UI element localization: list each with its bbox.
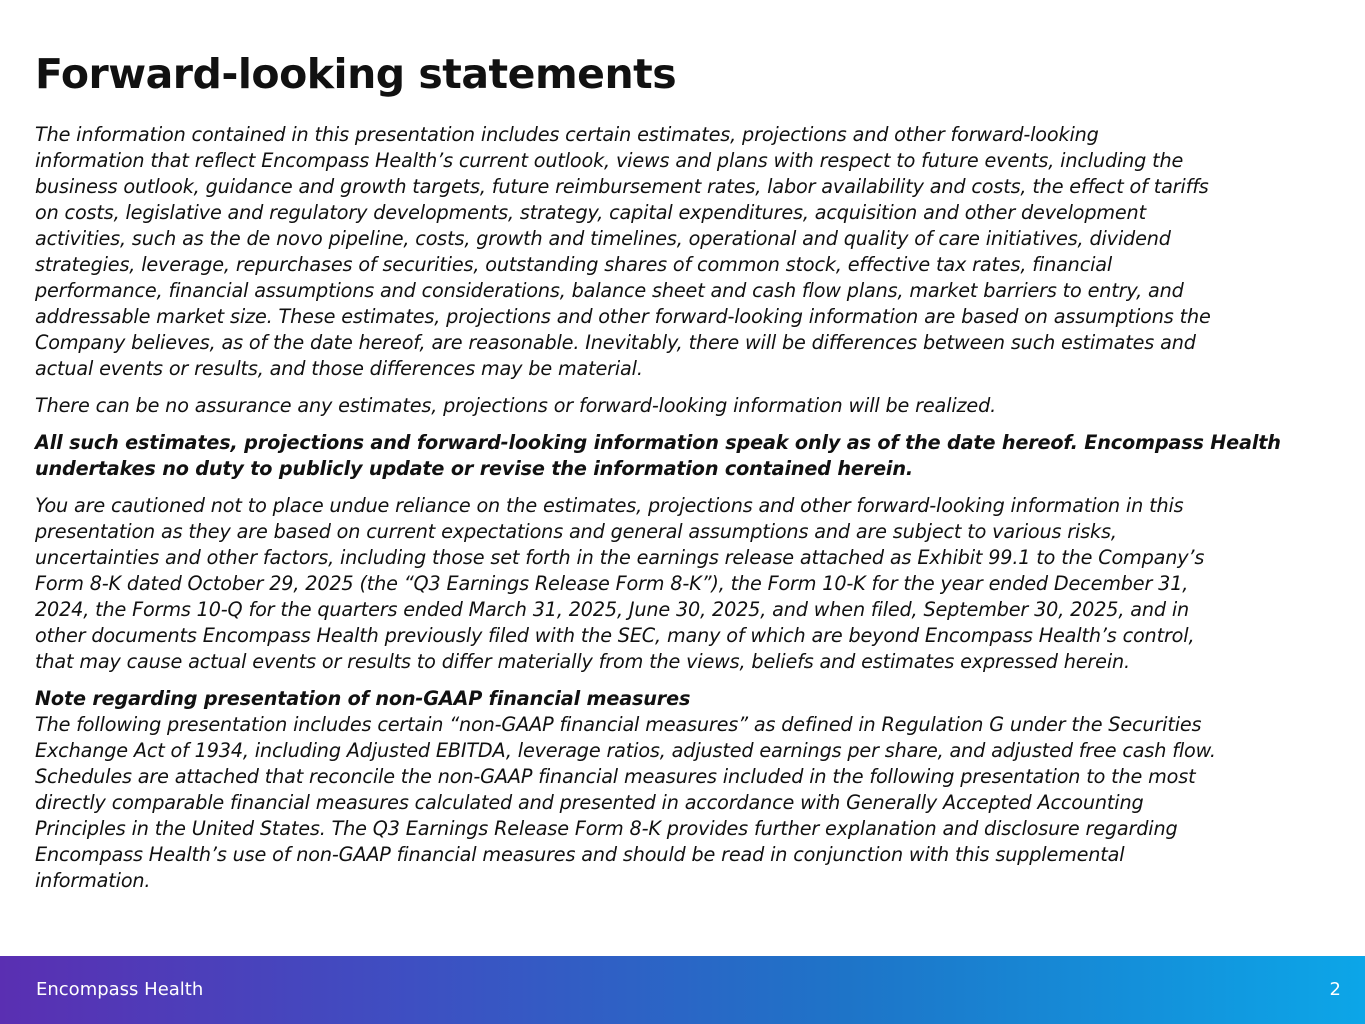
non-gaap-paragraph xyxy=(35,686,1335,894)
footer-brand: Encompass Health xyxy=(36,979,204,1000)
non-gaap-line: directly comparable financial measures calculated and presented in accordance with Generally Accepted Accounting xyxy=(35,791,1144,814)
bold-notice-line: undertakes no duty to publicly update or revise the information contained herein. xyxy=(35,457,914,480)
caution-line: other documents Encompass Health previously filed with the SEC, many of which are beyond Encompass Health’s control, xyxy=(35,624,1195,647)
assurance-line: There can be no assurance any estimates, projections or forward-looking information will be realized. xyxy=(35,394,997,417)
caution-line: uncertainties and other factors, including those set forth in the earnings release attached as Exhibit 99.1 to the Company’s xyxy=(35,546,1205,569)
non-gaap-line: The following presentation includes certain “non-GAAP financial measures” as defined in Regulation G under the Securities xyxy=(35,713,1202,736)
intro-line: strategies, leverage, repurchases of securities, outstanding shares of common stock, effective tax rates, financial xyxy=(35,253,1113,276)
non-gaap-line: Principles in the United States. The Q3 Earnings Release Form 8-K provides further explanation and disclosure regarding xyxy=(35,817,1178,840)
non-gaap-line: Exchange Act of 1934, including Adjusted EBITDA, leverage ratios, adjusted earnings per share, and adjusted free cash flow. xyxy=(35,739,1216,762)
caution-line: presentation as they are based on current expectations and general assumptions and are subject to various risks, xyxy=(35,520,1117,543)
intro-line: Company believes, as of the date hereof, are reasonable. Inevitably, there will be differences between such estimates and xyxy=(35,331,1196,354)
non-gaap-line: information. xyxy=(35,869,151,892)
caution-line: Form 8-K dated October 29, 2025 (the “Q3 Earnings Release Form 8-K”), the Form 10-K for the year ended December 31, xyxy=(35,572,1189,595)
intro-line: on costs, legislative and regulatory developments, strategy, capital expenditures, acquisition and other development xyxy=(35,201,1146,224)
slide-body xyxy=(35,122,1335,905)
intro-line: performance, financial assumptions and considerations, balance sheet and cash flow plans, market barriers to entry, and xyxy=(35,279,1184,302)
bold-notice-paragraph xyxy=(35,430,1335,482)
caution-line: You are cautioned not to place undue reliance on the estimates, projections and other forward-looking information in this xyxy=(35,494,1184,517)
intro-line: activities, such as the de novo pipeline, costs, growth and timelines, operational and quality of care initiatives, dividend xyxy=(35,227,1171,250)
non-gaap-heading: Note regarding presentation of non-GAAP financial measures xyxy=(35,687,691,710)
non-gaap-line: Schedules are attached that reconcile the non-GAAP financial measures included in the following presentation to the most xyxy=(35,765,1196,788)
non-gaap-line: Encompass Health’s use of non-GAAP financial measures and should be read in conjunction with this supplemental xyxy=(35,843,1125,866)
caution-paragraph xyxy=(35,493,1335,675)
page-number: 2 xyxy=(1329,979,1341,1000)
intro-paragraph xyxy=(35,122,1335,382)
assurance-paragraph xyxy=(35,393,1335,419)
intro-line: business outlook, guidance and growth targets, future reimbursement rates, labor availability and costs, the effect of tariffs xyxy=(35,175,1209,198)
page-title: Forward-looking statements xyxy=(35,50,677,98)
intro-line: actual events or results, and those differences may be material. xyxy=(35,357,643,380)
intro-line: addressable market size. These estimates, projections and other forward-looking information are based on assumptions the xyxy=(35,305,1211,328)
bold-notice-line: All such estimates, projections and forward-looking information speak only as of the date hereof. Encompass Health xyxy=(35,431,1281,454)
caution-line: 2024, the Forms 10-Q for the quarters ended March 31, 2025, June 30, 2025, and when filed, September 30, 2025, and in xyxy=(35,598,1190,621)
intro-line: information that reflect Encompass Health’s current outlook, views and plans with respect to future events, including the xyxy=(35,149,1184,172)
intro-line: The information contained in this presentation includes certain estimates, projections and other forward-looking xyxy=(35,123,1099,146)
footer-bar xyxy=(0,956,1365,1024)
caution-line: that may cause actual events or results to differ materially from the views, beliefs and estimates expressed herein. xyxy=(35,650,1130,673)
